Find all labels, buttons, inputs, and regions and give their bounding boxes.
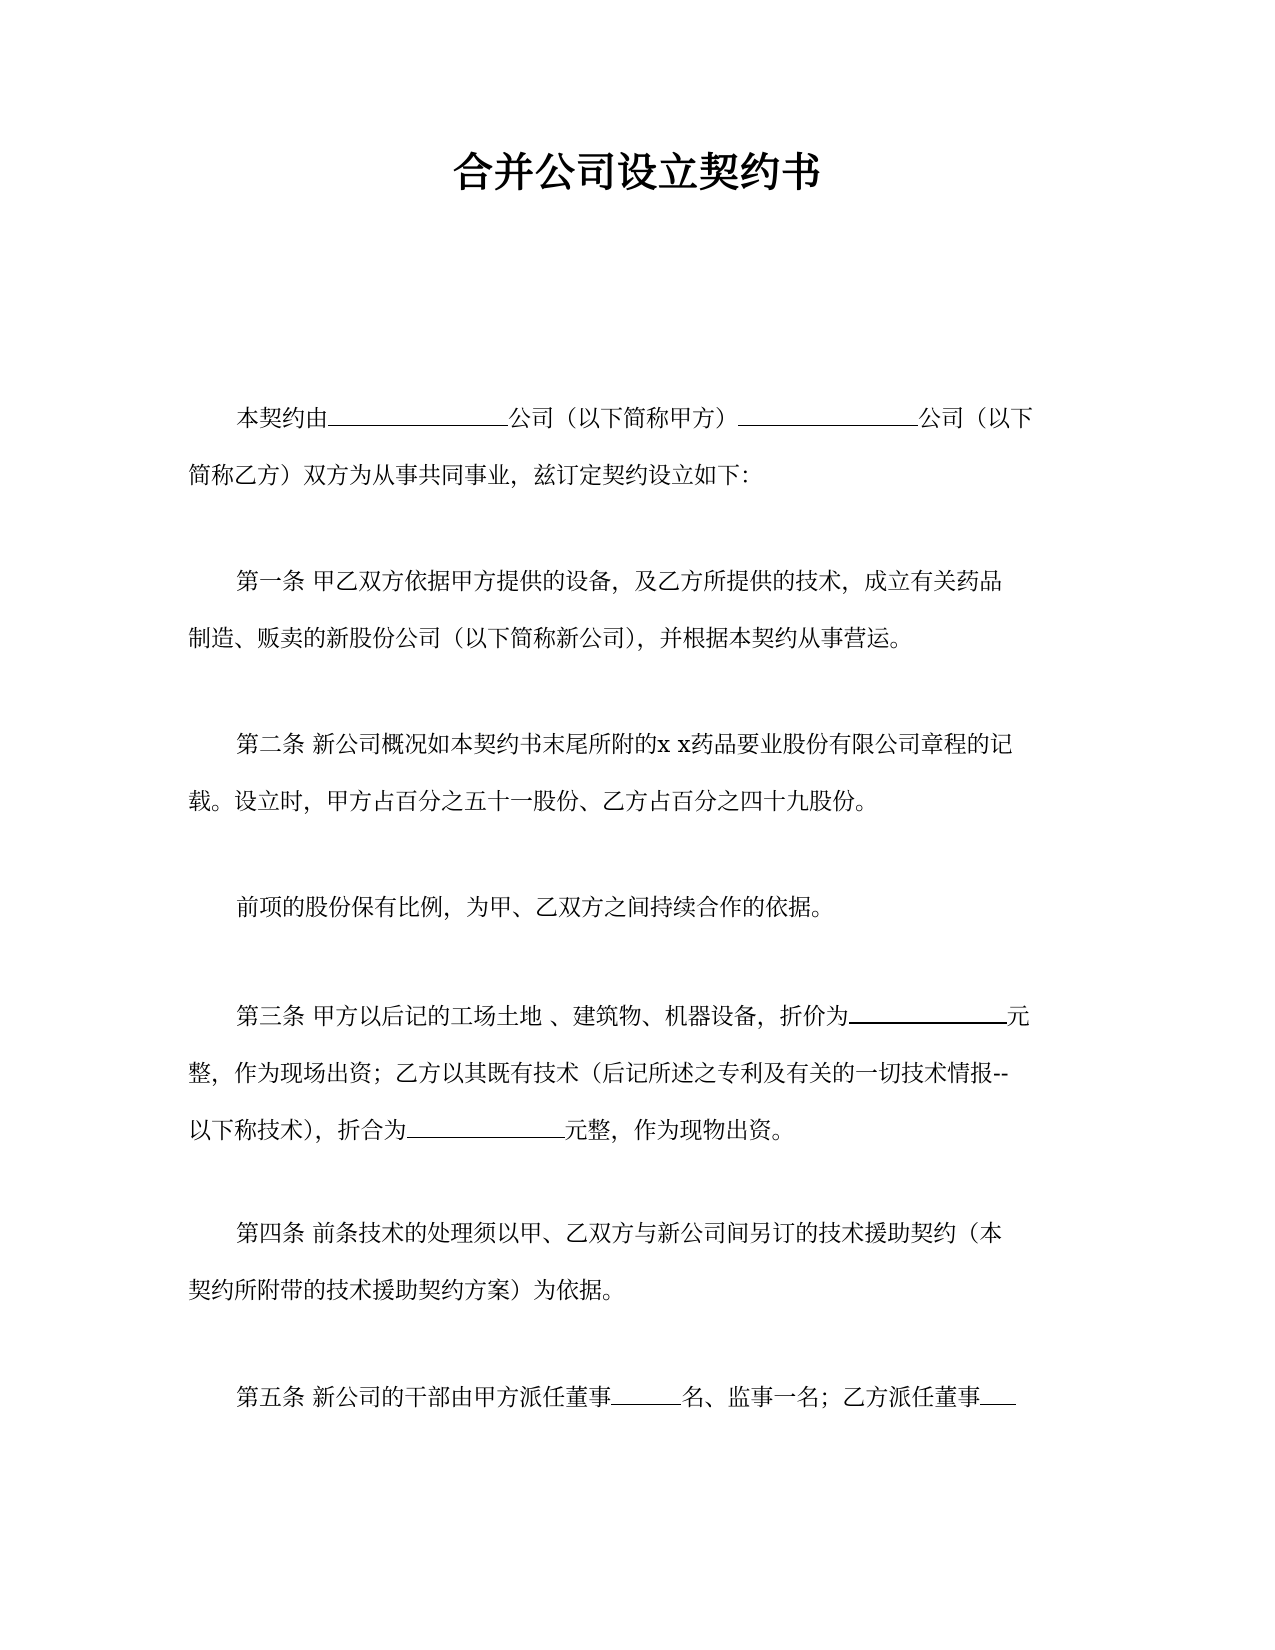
- article-2: [188, 717, 1080, 831]
- land-value-blank[interactable]: [849, 1000, 1007, 1024]
- article-4: [188, 1206, 1080, 1320]
- director-count-b-blank[interactable]: [980, 1382, 1016, 1405]
- article-3: [188, 989, 1080, 1160]
- article-3-text-c: 以下称技术），折合为: [188, 1118, 407, 1144]
- article-5-text-a: 第五条 新公司的干部由甲方派任董事: [236, 1385, 612, 1411]
- document-title: 合并公司设立契约书: [453, 150, 822, 196]
- intro-text-a: 本契约由: [236, 406, 328, 432]
- article-3-text-a: 第三条 甲方以后记的工场土地 、建筑物、机器设备，折价为: [236, 1004, 849, 1030]
- article-1-line-1: 第一条 甲乙双方依据甲方提供的设备，及乙方所提供的技术，成立有关药品: [236, 569, 1003, 595]
- intro-line-1: [188, 391, 1080, 448]
- party-b-name-blank[interactable]: [738, 403, 918, 426]
- article-5-text-b: 名、监事一名；乙方派任董事: [681, 1385, 981, 1411]
- article-1: [188, 554, 1080, 668]
- intro-paragraph: [188, 391, 1080, 505]
- article-5-line-1: [188, 1370, 1080, 1427]
- intro-text-b: 公司（以下简称甲方）: [508, 406, 738, 432]
- article-3-text-d: 元整，作为现物出资。: [564, 1118, 795, 1144]
- tech-value-blank[interactable]: [407, 1115, 565, 1138]
- article-2-note-line: 前项的股份保有比例，为甲、乙双方之间持续合作的依据。: [236, 895, 834, 921]
- intro-line-2: 简称乙方）双方为从事共同事业，兹订定契约设立如下：: [188, 463, 763, 489]
- article-3-line-3: [188, 1103, 1080, 1160]
- article-3-text-b: 元: [1006, 1004, 1030, 1030]
- article-3-line-2: 整，作为现场出资；乙方以其既有技术（后记所述之专利及有关的一切技术情报--: [188, 1061, 1009, 1087]
- article-5: [188, 1370, 1080, 1427]
- article-3-line-1: [188, 989, 1080, 1046]
- article-2-note: [188, 880, 1080, 937]
- article-1-line-2: 制造、贩卖的新股份公司（以下简称新公司），并根据本契约从事营运。: [188, 626, 913, 652]
- director-count-a-blank[interactable]: [611, 1382, 681, 1405]
- article-4-line-2: 契约所附带的技术援助契约方案）为依据。: [188, 1278, 625, 1304]
- intro-text-c: 公司（以下: [918, 406, 1033, 432]
- article-2-line-1: 第二条 新公司概况如本契约书末尾所附的x x药品要业股份有限公司章程的记: [236, 732, 1013, 758]
- article-4-line-1: 第四条 前条技术的处理须以甲、乙双方与新公司间另订的技术援助契约（本: [236, 1221, 1003, 1247]
- article-2-line-2: 载。设立时，甲方占百分之五十一股份、乙方占百分之四十九股份。: [188, 789, 878, 815]
- party-a-name-blank[interactable]: [328, 403, 508, 426]
